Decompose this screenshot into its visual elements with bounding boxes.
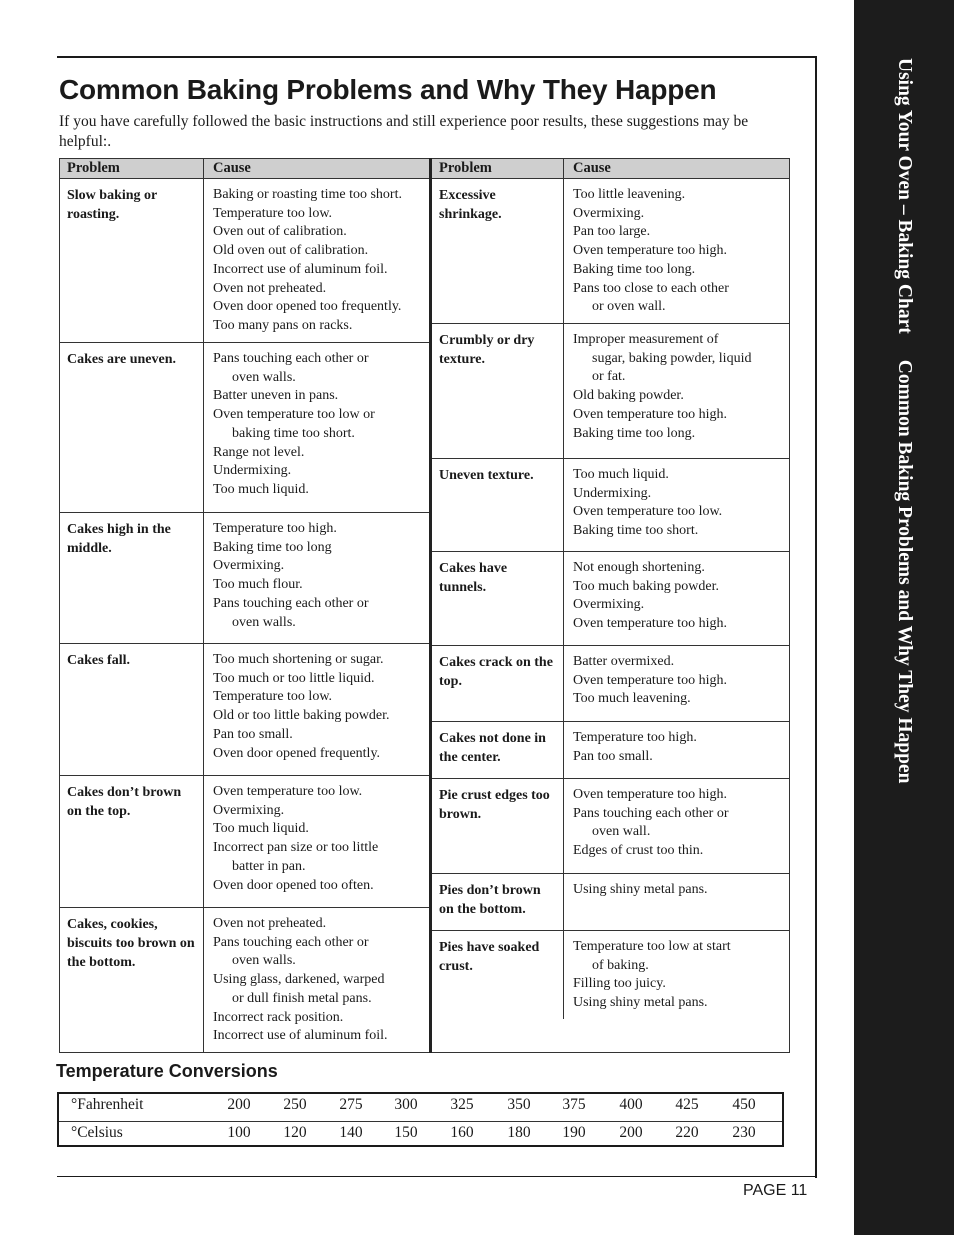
cause-item: Oven temperature too high. bbox=[573, 243, 727, 259]
cause-item: Using shiny metal pans. bbox=[573, 882, 708, 897]
cause-item: Pans touching each other or bbox=[213, 595, 369, 611]
right-problem-list bbox=[432, 179, 789, 1019]
frame-bottom-rule bbox=[57, 1176, 817, 1177]
cause-item: Baking time too long. bbox=[573, 425, 696, 441]
problem-label: Cakes, cookies, biscuits too brown on the bottom. bbox=[60, 908, 204, 1052]
cause-item: Too much baking powder. bbox=[573, 578, 719, 594]
problem-row bbox=[432, 779, 789, 874]
problem-row bbox=[432, 324, 789, 459]
celsius-row bbox=[59, 1122, 782, 1149]
celsius-value: 150 bbox=[394, 1124, 418, 1141]
fahrenheit-value: 375 bbox=[562, 1096, 586, 1113]
cause-item: Oven door opened frequently. bbox=[213, 745, 381, 761]
cause-item: Batter overmixed. bbox=[573, 654, 675, 669]
cause-item: Oven temperature too low or bbox=[213, 407, 375, 423]
problem-label: Pies don’t brown on the bottom. bbox=[432, 874, 564, 930]
cause-item: Pans too close to each other bbox=[573, 280, 729, 296]
problem-label: Excessive shrinkage. bbox=[432, 179, 564, 323]
cause-item: batter in pan. bbox=[232, 858, 306, 874]
cause-item: Too little leavening. bbox=[573, 187, 686, 202]
left-header bbox=[60, 159, 431, 179]
cause-list bbox=[564, 722, 789, 778]
cause-item: Oven temperature too low. bbox=[573, 504, 723, 520]
left-problem-list bbox=[60, 179, 429, 1052]
right-header bbox=[431, 159, 790, 179]
problem-label: Pies have soaked crust. bbox=[432, 931, 564, 1019]
page-number: PAGE 11 bbox=[743, 1182, 808, 1199]
cause-item: Not enough shortening. bbox=[573, 560, 705, 575]
side-tab-part2: Common Baking Problems and Why They Happen bbox=[894, 359, 915, 784]
baking-problems-table bbox=[59, 158, 790, 1053]
cause-item: Too much shortening or sugar. bbox=[213, 652, 384, 667]
fahrenheit-value: 275 bbox=[339, 1096, 363, 1113]
problem-row bbox=[432, 646, 789, 722]
celsius-value: 100 bbox=[227, 1124, 251, 1141]
cause-list bbox=[564, 552, 789, 645]
problem-row bbox=[432, 874, 789, 931]
intro-text: If you have carefully followed the basic instructions and still experience poor results, these suggestions may be helpful:. bbox=[59, 113, 749, 150]
header-problem-right: Problem bbox=[432, 159, 564, 178]
problem-row bbox=[432, 459, 789, 552]
cause-item: Temperature too low. bbox=[213, 205, 333, 221]
cause-item: Overmixing. bbox=[213, 802, 285, 818]
frame-top-rule bbox=[57, 56, 817, 58]
celsius-value: 180 bbox=[507, 1124, 531, 1141]
cause-list bbox=[564, 646, 789, 721]
cause-item: oven walls. bbox=[232, 953, 296, 969]
cause-item: Too much leavening. bbox=[573, 691, 691, 707]
side-tab-text bbox=[893, 58, 915, 783]
problem-row bbox=[60, 343, 429, 513]
cause-list bbox=[564, 324, 789, 458]
cause-list bbox=[204, 644, 429, 775]
cause-item: Undermixing. bbox=[573, 485, 652, 501]
cause-item: Pan too small. bbox=[213, 726, 293, 742]
side-tab-part1: Using Your Oven – Baking Chart bbox=[894, 58, 915, 334]
cause-item: Baking time too short. bbox=[573, 523, 699, 539]
cause-item: Oven temperature too low. bbox=[213, 784, 363, 799]
cause-item: Baking time too long bbox=[213, 539, 332, 555]
celsius-value: 200 bbox=[619, 1124, 643, 1141]
cause-item: Too much flour. bbox=[213, 577, 303, 593]
cause-item: Incorrect pan size or too little bbox=[213, 840, 379, 856]
cause-item: Filling too juicy. bbox=[573, 976, 666, 992]
cause-item: or oven wall. bbox=[592, 299, 666, 315]
problem-label: Cakes don’t brown on the top. bbox=[60, 776, 204, 907]
cause-item: Using glass, darkened, warped bbox=[213, 972, 385, 988]
fahrenheit-value: 250 bbox=[283, 1096, 307, 1113]
celsius-value: 160 bbox=[450, 1124, 474, 1141]
cause-list bbox=[564, 179, 789, 323]
cause-item: Oven temperature too high. bbox=[573, 672, 727, 688]
cause-item: Incorrect use of aluminum foil. bbox=[213, 261, 388, 277]
temperature-title: Temperature Conversions bbox=[56, 1061, 278, 1081]
cause-item: Baking or roasting time too short. bbox=[213, 187, 402, 202]
problem-row bbox=[432, 179, 789, 324]
celsius-value: 230 bbox=[732, 1124, 756, 1141]
cause-item: Oven not preheated. bbox=[213, 280, 327, 296]
header-problem-left: Problem bbox=[60, 159, 204, 178]
fahrenheit-row bbox=[59, 1094, 782, 1122]
cause-item: Too much liquid. bbox=[213, 821, 309, 837]
fahrenheit-label: °Fahrenheit bbox=[71, 1096, 144, 1113]
cause-item: Edges of crust too thin. bbox=[573, 843, 704, 859]
problem-row bbox=[60, 644, 429, 776]
problem-label: Slow baking or roasting. bbox=[60, 179, 204, 342]
cause-item: Undermixing. bbox=[213, 463, 292, 479]
problem-label: Cakes not done in the center. bbox=[432, 722, 564, 778]
cause-list bbox=[564, 779, 789, 873]
cause-list bbox=[204, 179, 429, 342]
cause-item: Oven temperature too high. bbox=[573, 406, 727, 422]
left-column bbox=[60, 179, 431, 1053]
problem-row bbox=[432, 931, 789, 1019]
fahrenheit-value: 425 bbox=[675, 1096, 699, 1113]
problem-label: Cakes are uneven. bbox=[60, 343, 204, 512]
header-cause-right: Cause bbox=[573, 160, 611, 176]
cause-list bbox=[564, 459, 789, 551]
cause-item: baking time too short. bbox=[232, 425, 355, 441]
cause-list bbox=[204, 908, 429, 1052]
fahrenheit-value: 300 bbox=[394, 1096, 418, 1113]
cause-item: Overmixing. bbox=[213, 558, 285, 574]
problem-row bbox=[432, 552, 789, 646]
cause-item: Pans touching each other or bbox=[213, 934, 369, 950]
celsius-label: °Celsius bbox=[71, 1124, 123, 1141]
problem-row bbox=[60, 776, 429, 908]
cause-item: Too much or too little liquid. bbox=[213, 670, 375, 686]
problem-label: Cakes fall. bbox=[60, 644, 204, 775]
page-title: Common Baking Problems and Why They Happen bbox=[59, 74, 717, 105]
fahrenheit-value: 350 bbox=[507, 1096, 531, 1113]
cause-item: Temperature too low. bbox=[213, 689, 333, 705]
cause-item: Oven temperature too high. bbox=[573, 616, 727, 632]
cause-list bbox=[204, 776, 429, 907]
problem-label: Pie crust edges too brown. bbox=[432, 779, 564, 873]
problem-row bbox=[60, 513, 429, 644]
fahrenheit-value: 450 bbox=[732, 1096, 756, 1113]
cause-item: Oven door opened too often. bbox=[213, 877, 374, 893]
cause-item: Oven temperature too high. bbox=[573, 787, 727, 802]
fahrenheit-value: 325 bbox=[450, 1096, 474, 1113]
cause-item: Improper measurement of bbox=[573, 332, 719, 347]
cause-item: Old or too little baking powder. bbox=[213, 708, 390, 724]
cause-item: Pans touching each other or bbox=[213, 351, 369, 366]
temperature-conversion-table bbox=[57, 1092, 784, 1147]
right-column bbox=[431, 179, 790, 1053]
cause-item: of baking. bbox=[592, 957, 649, 973]
problem-label: Crumbly or dry texture. bbox=[432, 324, 564, 458]
cause-item: oven wall. bbox=[592, 824, 651, 840]
problem-row bbox=[60, 908, 429, 1052]
celsius-value: 140 bbox=[339, 1124, 363, 1141]
cause-item: Incorrect rack position. bbox=[213, 1009, 344, 1025]
cause-item: Too many pans on racks. bbox=[213, 317, 353, 333]
cause-list bbox=[564, 874, 789, 930]
cause-item: Using shiny metal pans. bbox=[573, 995, 708, 1011]
cause-list bbox=[564, 931, 789, 1019]
celsius-value: 220 bbox=[675, 1124, 699, 1141]
cause-item: Range not level. bbox=[213, 444, 305, 460]
fahrenheit-value: 400 bbox=[619, 1096, 643, 1113]
problem-row bbox=[60, 179, 429, 343]
cause-item: Old baking powder. bbox=[573, 388, 684, 404]
cause-item: Oven door opened too frequently. bbox=[213, 299, 402, 315]
cause-item: Temperature too high. bbox=[213, 521, 337, 536]
cause-list bbox=[204, 513, 429, 643]
problem-label: Cakes have tunnels. bbox=[432, 552, 564, 645]
cause-item: Too much liquid. bbox=[213, 481, 309, 497]
cause-item: Old oven out of calibration. bbox=[213, 243, 369, 259]
cause-item: Temperature too low at start bbox=[573, 939, 731, 954]
cause-item: Oven out of calibration. bbox=[213, 224, 347, 240]
cause-item: oven walls. bbox=[232, 369, 296, 385]
cause-item: Batter uneven in pans. bbox=[213, 388, 339, 404]
celsius-value: 120 bbox=[283, 1124, 307, 1141]
header-cause-left: Cause bbox=[213, 160, 251, 176]
problem-row bbox=[432, 722, 789, 779]
problem-label: Cakes high in the middle. bbox=[60, 513, 204, 643]
cause-item: Pan too small. bbox=[573, 748, 653, 764]
problem-label: Uneven texture. bbox=[432, 459, 564, 551]
cause-item: Incorrect use of aluminum foil. bbox=[213, 1028, 388, 1044]
cause-item: Temperature too high. bbox=[573, 730, 697, 745]
frame-right-rule bbox=[815, 56, 817, 1178]
cause-item: Overmixing. bbox=[573, 205, 645, 221]
cause-item: Pan too large. bbox=[573, 224, 651, 240]
fahrenheit-value: 200 bbox=[227, 1096, 251, 1113]
cause-item: Overmixing. bbox=[573, 597, 645, 613]
cause-item: Oven not preheated. bbox=[213, 916, 327, 931]
cause-item: Too much liquid. bbox=[573, 467, 669, 482]
cause-item: or fat. bbox=[592, 369, 626, 385]
cause-item: oven walls. bbox=[232, 614, 296, 630]
cause-list bbox=[204, 343, 429, 512]
cause-item: sugar, baking powder, liquid bbox=[592, 350, 752, 366]
celsius-value: 190 bbox=[562, 1124, 586, 1141]
problem-label: Cakes crack on the top. bbox=[432, 646, 564, 721]
cause-item: Pans touching each other or bbox=[573, 805, 729, 821]
cause-item: or dull finish metal pans. bbox=[232, 990, 372, 1006]
cause-item: Baking time too long. bbox=[573, 261, 696, 277]
